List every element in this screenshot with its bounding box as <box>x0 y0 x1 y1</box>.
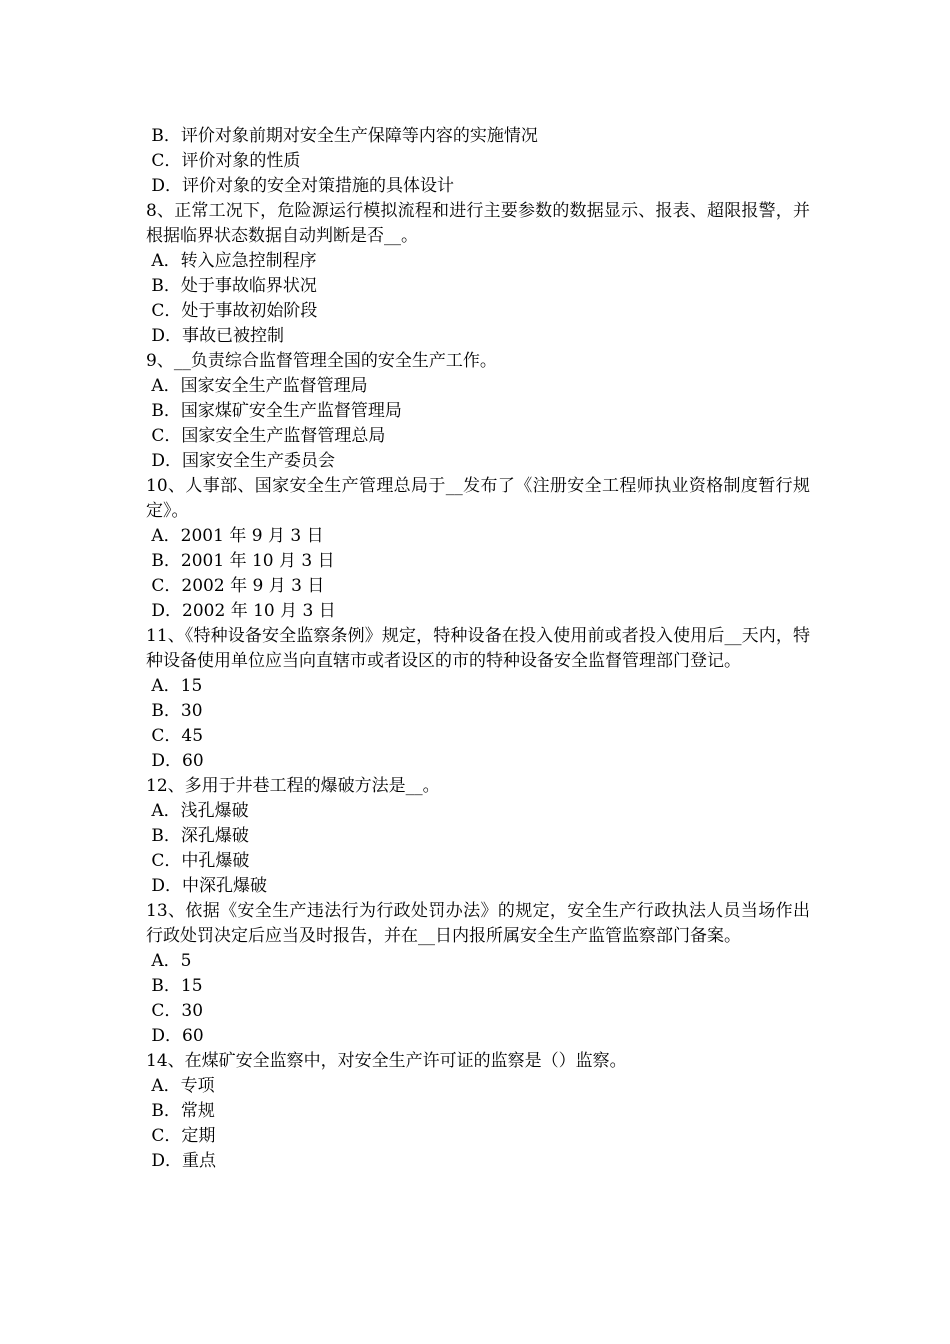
option-9a: A．国家安全生产监督管理局 <box>146 376 368 396</box>
option-13d: D．60 <box>146 1026 204 1046</box>
question-11: 11、《特种设备安全监察条例》规定，特种设备在投入使用前或者投入使用后__天内，特种设备使用单位应当向直辖市或者设区的市的特种设备安全监督管理部门登记。 <box>146 626 810 671</box>
option-10b: B．2001 年 10 月 3 日 <box>146 551 335 571</box>
option-9c: C．国家安全生产监督管理总局 <box>146 426 386 446</box>
option-10d: D．2002 年 10 月 3 日 <box>146 601 336 621</box>
option-11c: C．45 <box>146 726 204 746</box>
option-12a: A．浅孔爆破 <box>146 801 249 821</box>
question-10: 10、人事部、国家安全生产管理总局于__发布了《注册安全工程师执业资格制度暂行规定》。 <box>146 476 810 521</box>
option-10c: C．2002 年 9 月 3 日 <box>146 576 325 596</box>
option-11d: D．60 <box>146 751 204 771</box>
option-13b: B．15 <box>146 976 203 996</box>
option-12b: B．深孔爆破 <box>146 826 249 846</box>
option-7c: C．评价对象的性质 <box>146 151 301 171</box>
option-8b: B．处于事故临界状况 <box>146 276 317 296</box>
option-8a: A．转入应急控制程序 <box>146 251 317 271</box>
option-8c: C．处于事故初始阶段 <box>146 301 318 321</box>
option-9b: B．国家煤矿安全生产监督管理局 <box>146 401 402 421</box>
option-8d: D．事故已被控制 <box>146 326 285 346</box>
option-9d: D．国家安全生产委员会 <box>146 451 336 471</box>
option-13c: C．30 <box>146 1001 204 1021</box>
option-12c: C．中孔爆破 <box>146 851 250 871</box>
option-7d: D．评价对象的安全对策措施的具体设计 <box>146 176 455 196</box>
option-14b: B．常规 <box>146 1101 215 1121</box>
question-12: 12、多用于井巷工程的爆破方法是__。 <box>146 776 440 796</box>
question-8: 8、正常工况下，危险源运行模拟流程和进行主要参数的数据显示、报表、超限报警，并根据临界状态数据自动判断是否__。 <box>146 201 810 246</box>
question-14: 14、在煤矿安全监察中，对安全生产许可证的监察是（）监察。 <box>146 1051 627 1071</box>
document-page <box>146 124 810 1174</box>
option-11a: A．15 <box>146 676 203 696</box>
question-9: 9、__负责综合监督管理全国的安全生产工作。 <box>146 351 497 371</box>
question-13: 13、依据《安全生产违法行为行政处罚办法》的规定，安全生产行政执法人员当场作出行政处罚决定后应当及时报告，并在__日内报所属安全生产监管监察部门备案。 <box>146 901 810 946</box>
option-10a: A．2001 年 9 月 3 日 <box>146 526 324 546</box>
option-13a: A．5 <box>146 951 192 971</box>
option-14a: A．专项 <box>146 1076 215 1096</box>
option-14d: D．重点 <box>146 1151 217 1171</box>
option-12d: D．中深孔爆破 <box>146 876 268 896</box>
option-11b: B．30 <box>146 701 203 721</box>
option-14c: C．定期 <box>146 1126 216 1146</box>
option-7b: B．评价对象前期对安全生产保障等内容的实施情况 <box>146 126 538 146</box>
